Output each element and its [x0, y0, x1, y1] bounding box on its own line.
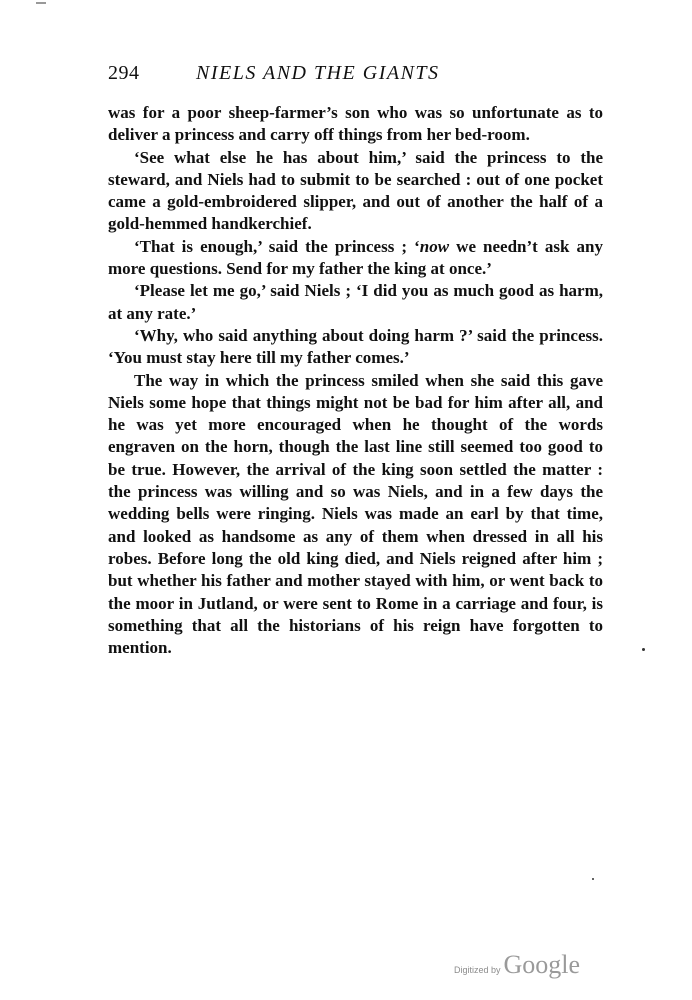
- page-header: [108, 62, 603, 90]
- paragraph-3-after: we needn’t ask any more questions. Send for my father the king at once.’: [108, 236, 604, 279]
- paragraph-5: ‘Why, who said anything about doing harm ?’ said the princess. ‘You must stay here till my father comes.’: [108, 325, 603, 368]
- body-text: [108, 102, 603, 659]
- paragraph-4: ‘Please let me go,’ said Niels ; ‘I did you as much good as harm, at any rate.’: [108, 281, 603, 323]
- ink-speck: [642, 648, 645, 651]
- paragraph-3-emphasis: now: [419, 236, 450, 256]
- paragraph-3: [108, 236, 603, 281]
- watermark-prefix: Digitized by: [454, 965, 501, 975]
- google-logo: Google: [503, 950, 581, 979]
- running-head: NIELS AND THE GIANTS: [196, 62, 440, 84]
- digitized-watermark: [454, 950, 580, 980]
- paragraph-3-before: ‘That is enough,’ said the princess ; ‘: [134, 236, 420, 256]
- paragraph-2: ‘See what else he has about him,’ said the princess to the steward, and Niels had to submit to be searched : out of one pocket came a gold-embroidered slipper, and out of another the half of a gold-hemmed handkerchief.: [108, 147, 603, 234]
- ink-speck: [592, 878, 594, 880]
- paragraph-1: was for a poor sheep-farmer’s son who was so unfortunate as to deliver a princess and carry off things from her bed-room.: [108, 103, 603, 145]
- page-number: 294: [108, 62, 140, 84]
- paragraph-6: The way in which the princess smiled when she said this gave Niels some hope that things might not be bad for him after all, and he was yet more encouraged when he thought of the words engraven on the horn, though the last line still seemed too good to be true. However, the arrival of the king soon settled the matter : the princess was willing and so was Niels, and in a few days the wedding bells were ringing. Niels was made an earl by that time, and looked as handsome as any of them when dressed in all his robes. Before long the old king died, and Niels reigned after him ; but whether his father and mother stayed with him, or went back to the moor in Jutland, or were sent to Rome in a carriage and four, is something that all the historians of his reign have forgotten to mention.: [108, 370, 603, 658]
- scan-mark: [36, 2, 46, 4]
